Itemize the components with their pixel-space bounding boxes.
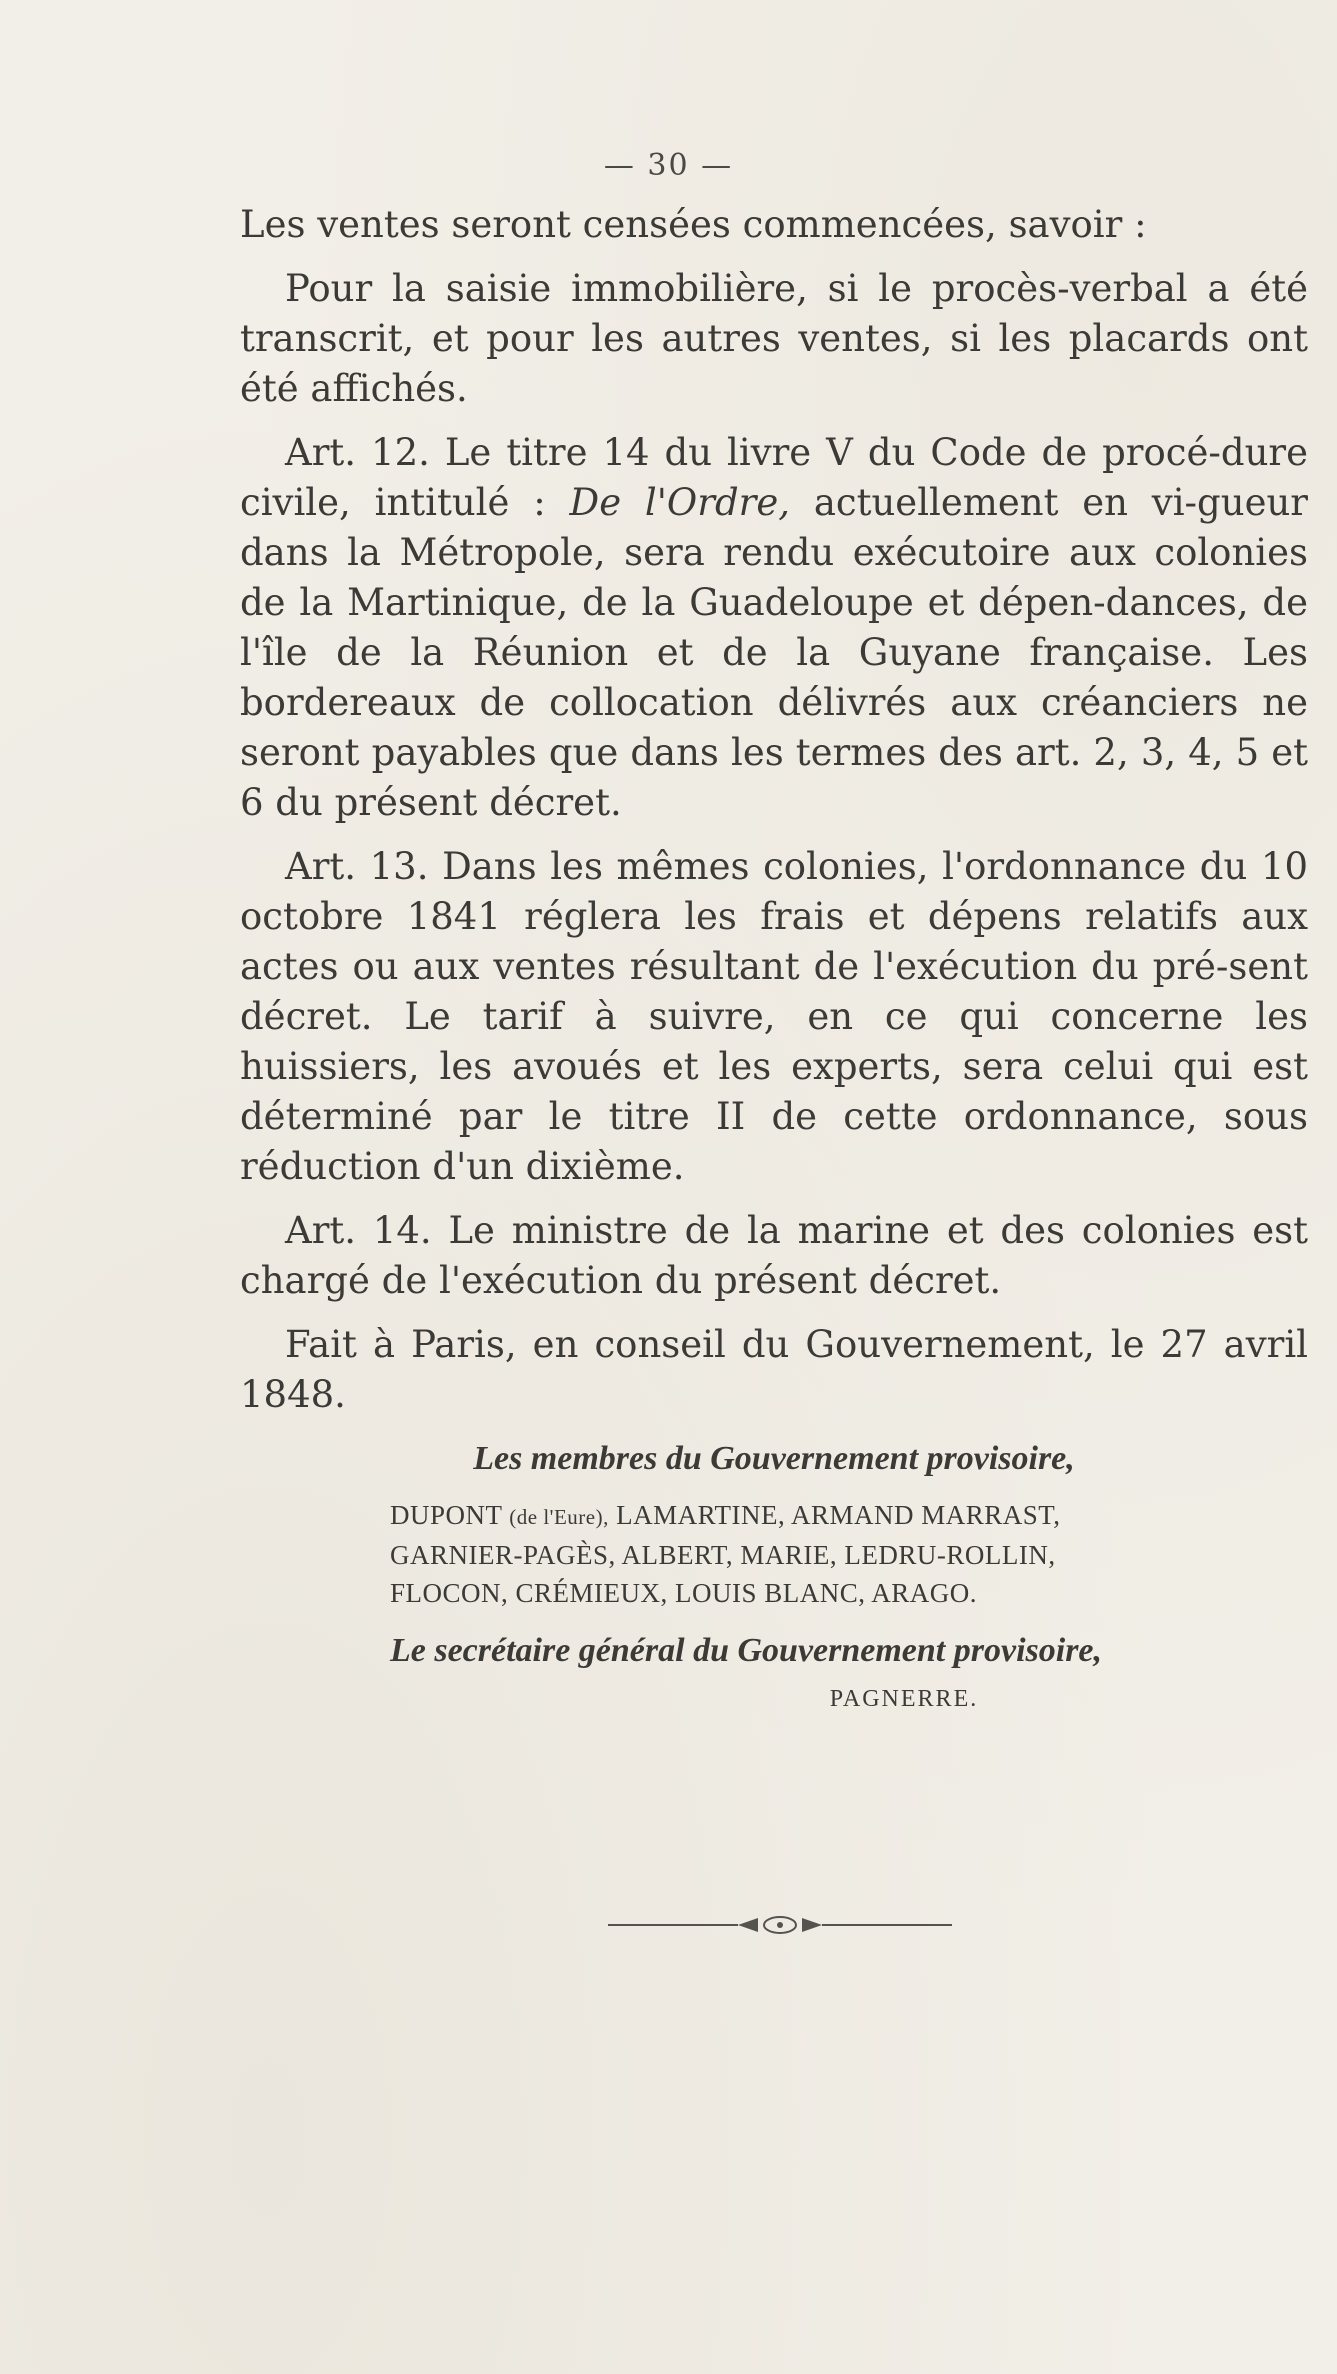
paragraph-art-12 — [240, 428, 1308, 828]
signature-block — [240, 1440, 1308, 1713]
paragraph-art-14: Art. 14. Le ministre de la marine et des colonies est chargé de l'exécution du présent décret. — [240, 1209, 1308, 1302]
secretary-heading: Le secrétaire général du Gouvernement provisoire, — [390, 1632, 1103, 1669]
secretary-name: PAGNERRE. — [829, 1686, 979, 1712]
signature-names-line-1-rest: LAMARTINE, ARMAND MARRAST, — [616, 1500, 1061, 1530]
signature-name-dupont-paren: (de l'Eure), — [509, 1505, 609, 1529]
signature-names — [390, 1496, 1308, 1612]
paragraph-saisie: Pour la saisie immobilière, si le procès-verbal a été transcrit, et pour les autres ventes, si les placards ont été affichés. — [240, 267, 1308, 410]
signature-heading: Les membres du Gouvernement provisoire, — [473, 1440, 1075, 1477]
art-12-intro: Art. 12. Le titre 14 du livre V du Code de procé-dure civile, intitulé : — [240, 431, 1308, 524]
signature-names-line-2: GARNIER-PAGÈS, ALBERT, MARIE, LEDRU-ROLLIN, — [390, 1540, 1056, 1570]
ornament-divider-icon — [608, 1910, 952, 1940]
page-number: — 30 — — [603, 148, 734, 183]
paragraph-art-13: Art. 13. Dans les mêmes colonies, l'ordonnance du 10 octobre 1841 réglera les frais et dépens relatifs aux actes ou aux ventes résultant de l'exécution du pré-sent décret. Le tarif à suivre, en ce qui concerne les huissiers, les avoués et les experts, sera celui qui est déterminé par le titre II de cette ordonnance, sous réduction d'un dixième. — [240, 845, 1308, 1188]
signature-names-line-3: FLOCON, CRÉMIEUX, LOUIS BLANC, ARAGO. — [390, 1578, 978, 1608]
paragraph-fait-a-paris: Fait à Paris, en conseil du Gouvernement, le 27 avril 1848. — [240, 1323, 1308, 1416]
signature-name-dupont: DUPONT — [390, 1500, 503, 1530]
body-text — [240, 200, 1308, 1434]
signature-names-line-1 — [390, 1496, 1308, 1536]
art-12-rest: actuellement en vi-gueur dans la Métropole, sera rendu exécutoire aux colonies de la Martinique, de la Guadeloupe et dépen-dances, de l'île de la Réunion et de la Guyane française. Les bordereaux de collocation délivrés aux créanciers ne seront payables que dans les termes des art. 2, 3, 4, 5 et 6 du présent décret. — [240, 481, 1308, 824]
paragraph-ventes: Les ventes seront censées commencées, savoir : — [240, 203, 1147, 246]
art-12-title-italic: De l'Ordre, — [569, 481, 790, 524]
